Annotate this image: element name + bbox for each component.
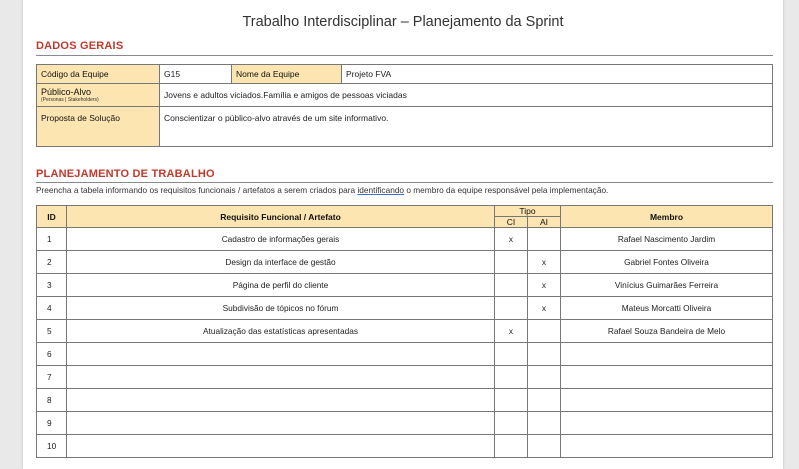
row-ci-mark[interactable] xyxy=(495,343,528,366)
row-requisito[interactable]: Atualização das estatísticas apresentadas xyxy=(67,320,495,343)
row-ai-mark[interactable]: x xyxy=(528,251,561,274)
document-title: Trabalho Interdisciplinar – Planejamento da Sprint xyxy=(242,14,564,30)
row-ai-mark[interactable] xyxy=(528,366,561,389)
target-audience-sublabel: (Personas | Stakeholders) xyxy=(41,97,99,103)
row-ci-mark[interactable] xyxy=(495,412,528,435)
row-requisito[interactable]: Subdivisão de tópicos no fórum xyxy=(67,297,495,320)
team-info-table xyxy=(36,64,773,147)
row-ci-mark[interactable] xyxy=(495,251,528,274)
target-audience-label-cell xyxy=(37,84,160,107)
header-id: ID xyxy=(37,206,67,228)
row-id: 8 xyxy=(37,389,67,412)
row-ai-mark[interactable] xyxy=(528,320,561,343)
row-requisito[interactable]: Cadastro de informações gerais xyxy=(67,228,495,251)
row-ci-mark[interactable] xyxy=(495,389,528,412)
solution-proposal-value[interactable]: Conscientizar o público-alvo através de um site informativo. xyxy=(160,107,773,147)
table-row xyxy=(37,435,773,458)
row-membro[interactable] xyxy=(561,343,773,366)
row-membro[interactable]: Vinícius Guimarães Ferreira xyxy=(561,274,773,297)
table-row xyxy=(37,228,773,251)
row-requisito[interactable] xyxy=(67,435,495,458)
row-id: 2 xyxy=(37,251,67,274)
row-id: 10 xyxy=(37,435,67,458)
table-row xyxy=(37,366,773,389)
instruction-text-start: Preencha a tabela informando os requisitos funcionais / artefatos a serem criados para xyxy=(36,185,358,195)
row-id: 4 xyxy=(37,297,67,320)
table-header-row xyxy=(37,206,773,217)
instruction-underlined-word: identificando xyxy=(357,185,405,195)
team-code-value[interactable]: G15 xyxy=(160,65,232,84)
team-name-value[interactable]: Projeto FVA xyxy=(342,65,773,84)
row-requisito[interactable] xyxy=(67,389,495,412)
team-name-label: Nome da Equipe xyxy=(232,65,342,84)
row-ci-mark[interactable] xyxy=(495,297,528,320)
row-requisito[interactable] xyxy=(67,366,495,389)
header-requisito: Requisito Funcional / Artefato xyxy=(67,206,495,228)
row-id: 3 xyxy=(37,274,67,297)
team-code-row xyxy=(37,65,773,84)
instruction-text xyxy=(36,185,608,195)
row-ai-mark[interactable]: x xyxy=(528,274,561,297)
row-ci-mark[interactable]: x xyxy=(495,320,528,343)
row-ai-mark[interactable]: x xyxy=(528,297,561,320)
row-id: 1 xyxy=(37,228,67,251)
table-row xyxy=(37,412,773,435)
row-ai-mark[interactable] xyxy=(528,228,561,251)
solution-proposal-row xyxy=(37,107,773,147)
table-row xyxy=(37,297,773,320)
row-requisito[interactable] xyxy=(67,343,495,366)
header-ai: AI xyxy=(528,217,561,228)
row-requisito[interactable]: Design da interface de gestão xyxy=(67,251,495,274)
header-ci: CI xyxy=(495,217,528,228)
row-ai-mark[interactable] xyxy=(528,343,561,366)
row-ai-mark[interactable] xyxy=(528,435,561,458)
row-ci-mark[interactable]: x xyxy=(495,228,528,251)
row-ci-mark[interactable] xyxy=(495,274,528,297)
row-membro[interactable]: Mateus Morcatti Oliveira xyxy=(561,297,773,320)
instruction-text-end: o membro da equipe responsável pela implementação. xyxy=(404,185,609,195)
table-row xyxy=(37,251,773,274)
row-membro[interactable]: Rafael Souza Bandeira de Melo xyxy=(561,320,773,343)
section-divider xyxy=(36,55,773,56)
row-membro[interactable]: Gabriel Fontes Oliveira xyxy=(561,251,773,274)
row-id: 7 xyxy=(37,366,67,389)
row-membro[interactable] xyxy=(561,412,773,435)
document-page xyxy=(23,0,783,469)
row-id: 6 xyxy=(37,343,67,366)
table-row xyxy=(37,389,773,412)
team-code-label: Código da Equipe xyxy=(37,65,160,84)
solution-proposal-label: Proposta de Solução xyxy=(37,107,160,147)
row-id: 9 xyxy=(37,412,67,435)
row-membro[interactable] xyxy=(561,366,773,389)
work-plan-table xyxy=(36,205,773,458)
section-divider xyxy=(36,182,773,183)
header-tipo: Tipo xyxy=(495,206,561,217)
section-heading-dados-gerais: DADOS GERAIS xyxy=(36,40,124,52)
section-heading-planejamento: PLANEJAMENTO DE TRABALHO xyxy=(36,168,215,180)
table-row xyxy=(37,274,773,297)
row-ci-mark[interactable] xyxy=(495,435,528,458)
row-ai-mark[interactable] xyxy=(528,412,561,435)
row-membro[interactable] xyxy=(561,389,773,412)
target-audience-row xyxy=(37,84,773,107)
row-requisito[interactable] xyxy=(67,412,495,435)
row-membro[interactable]: Rafael Nascimento Jardim xyxy=(561,228,773,251)
row-requisito[interactable]: Página de perfil do cliente xyxy=(67,274,495,297)
table-row xyxy=(37,320,773,343)
target-audience-label: Público-Alvo xyxy=(41,87,92,97)
row-id: 5 xyxy=(37,320,67,343)
work-plan-body xyxy=(37,228,773,458)
target-audience-value[interactable]: Jovens e adultos viciados.Família e amigos de pessoas viciadas xyxy=(160,84,773,107)
table-row xyxy=(37,343,773,366)
row-ai-mark[interactable] xyxy=(528,389,561,412)
row-ci-mark[interactable] xyxy=(495,366,528,389)
row-membro[interactable] xyxy=(561,435,773,458)
header-membro: Membro xyxy=(561,206,773,228)
